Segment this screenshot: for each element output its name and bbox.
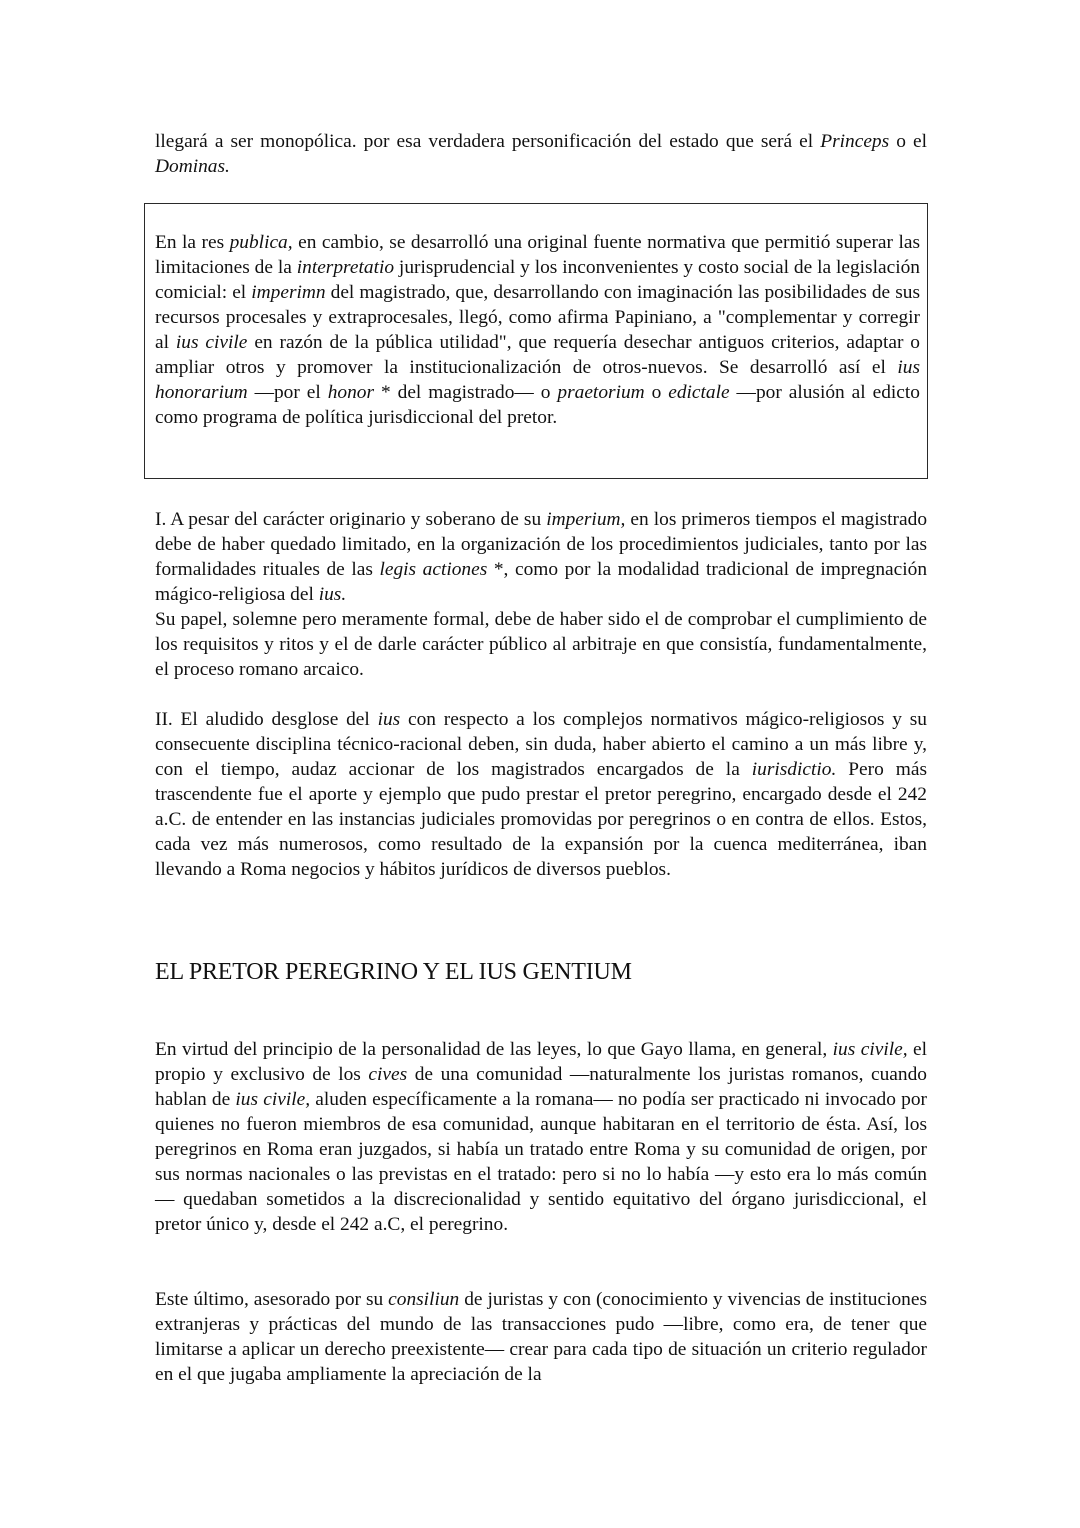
italic-term: honor xyxy=(327,382,375,403)
text-run: en razón de la pública utilidad", que requería desechar antiguos criterios, adaptar o ampliar otros y promover la institucionalización de otros-nuevos. Se desarrolló así el xyxy=(155,332,920,378)
intro-text: o el xyxy=(889,131,927,152)
text-run: En virtud del principio de la personalidad de las leyes, lo que Gayo llama, en general, xyxy=(155,1039,833,1060)
text-run: En la res xyxy=(155,232,230,253)
ius-gentium-paragraph-1 xyxy=(155,1037,927,1237)
italic-term: legis actiones xyxy=(379,559,488,580)
ius-gentium-paragraph-2 xyxy=(155,1287,927,1387)
text-run: II. El aludido desglose del xyxy=(155,709,378,730)
intro-paragraph xyxy=(155,129,927,179)
intro-paragraph-container xyxy=(155,129,927,179)
section-ii-paragraph xyxy=(155,707,927,882)
boxed-paragraph xyxy=(155,230,920,430)
section-heading: EL PRETOR PEREGRINO Y EL IUS GENTIUM xyxy=(155,959,632,985)
text-run: Este último, asesorado por su xyxy=(155,1289,389,1310)
text-run: o xyxy=(644,382,669,403)
text-run: —por alusión al edicto como programa de política jurisdiccional del pretor. xyxy=(155,382,920,428)
text-run: aluden específicamente a la romana— no podía ser practicado ni invocado por quienes no fueron miembros de esa comunidad, aunque habitaran en el territorio de ésta. Así, los peregrinos en Roma eran juzgados, si había un tratado entre Roma y su comunidad de origen, por sus normas nacionales o las previstas en el tratado: pero si no lo había —y esto era lo más común— quedaban sometidos a la discrecionalidad y sentido equitativo del órgano jurisdiccional, el pretor único y, desde el 242 a.C, el peregrino. xyxy=(155,1089,927,1235)
italic-term: iurisdictio. xyxy=(751,759,837,780)
text-run: del magistrado, que, desarrollando con imaginación las posibilidades de sus recursos procesales y extraprocesales, llegó, como afirma Papiniano, a "complementar y corregir al xyxy=(155,282,920,353)
italic-term: cives xyxy=(368,1064,408,1085)
text-run: *, como por la modalidad tradicional de impregnación mágico-religiosa del xyxy=(155,559,928,605)
italic-term: ius xyxy=(377,709,401,730)
boxed-excerpt xyxy=(144,203,928,479)
italic-term: ius civile, xyxy=(832,1039,908,1060)
italic-term: interpretatio xyxy=(296,257,395,278)
text-run: * del magistrado— o xyxy=(374,382,558,403)
italic-term: imperimn xyxy=(251,282,326,303)
italic-term: ius honorarium xyxy=(155,357,920,403)
text-run: de juristas y con (conocimiento y vivencias de instituciones extranjeras y prácticas del mundo de las transacciones pudo —libre, como era, de tener que limitarse a aplicar un derecho preexistente— crear para cada tipo de situación un criterio regulador en el que jugaba ampliamente la apreciación de la xyxy=(155,1289,927,1385)
italic-term: ius. xyxy=(318,584,347,605)
text-run: I. A pesar del carácter originario y soberano de su xyxy=(155,509,547,530)
italic-term: praetorium xyxy=(557,382,645,403)
text-run: —por el xyxy=(247,382,328,403)
intro-text: llegará a ser monopólica. por esa verdadera personificación del estado que será el xyxy=(155,131,821,152)
text-run: Pero más trascendente fue el aporte y ejemplo que pudo prestar el pretor peregrino, encargado desde el 242 a.C. de entender en las instancias judiciales promovidas por peregrinos o en contra de ellos. Estos, cada vez más numerosos, como resultado de la expansión por la cuenca mediterránea, iban llevando a Roma negocios y hábitos jurídicos de diversos pueblos. xyxy=(155,759,927,880)
italic-term: ius civile, xyxy=(235,1089,311,1110)
italic-term: publica, xyxy=(229,232,293,253)
section-i xyxy=(155,507,927,682)
italic-term: ius civile xyxy=(175,332,248,353)
section-ii xyxy=(155,707,927,882)
intro-italic-princeps: Princeps xyxy=(820,131,890,152)
text-run: con respecto a los complejos normativos mágico-religiosos y su consecuente disciplina técnico-racional deben, sin duda, haber abierto el camino a un más libre y, con el tiempo, audaz accionar de los magistrados encargados de la xyxy=(155,709,927,780)
section-ius-gentium-2 xyxy=(155,1287,927,1387)
intro-italic-dominas: Dominas. xyxy=(155,156,230,177)
text-run: el propio y exclusivo de los xyxy=(155,1039,927,1085)
italic-term: consiliun xyxy=(388,1289,460,1310)
italic-term: imperium, xyxy=(546,509,626,530)
text-run: en los primeros tiempos el magistrado debe de haber quedado limitado, en la organización de los procedimientos judiciales, tanto por las formalidades rituales de las xyxy=(155,509,928,580)
italic-term: edictale xyxy=(668,382,730,403)
text-run: en cambio, se desarrolló una original fuente normativa que permitió superar las limitaciones de la xyxy=(155,232,920,278)
text-run: Su papel, solemne pero meramente formal, debe de haber sido el de comprobar el cumplimiento de los requisitos y ritos y el de darle carácter público al arbitraje en que consistía, fundamentalmente, el proceso romano arcaico. xyxy=(155,609,927,680)
text-run: de una comunidad —naturalmente los juristas romanos, cuando hablan de xyxy=(155,1064,927,1110)
section-ius-gentium-1 xyxy=(155,1037,927,1237)
section-i-paragraph xyxy=(155,507,927,682)
text-run: jurisprudencial y los inconvenientes y costo social de la legislación comicial: el xyxy=(155,257,920,303)
